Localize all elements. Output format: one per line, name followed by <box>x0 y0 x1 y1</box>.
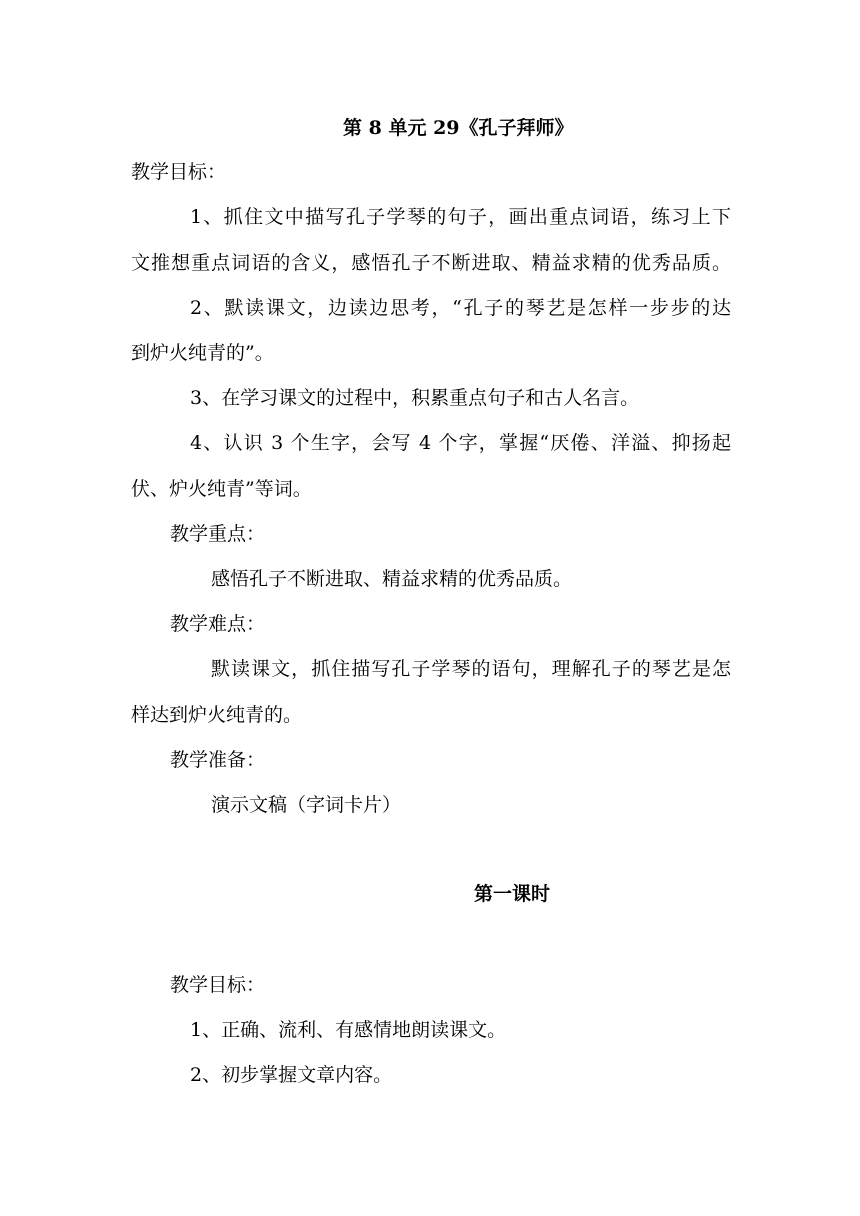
objective-1-line-1: 1、抓住文中描写孔子学琴的句子，画出重点词语，练习上下 <box>190 206 731 228</box>
focus-content: 感悟孔子不断进取、精益求精的优秀品质。 <box>211 568 573 590</box>
preparation-heading: 教学准备： <box>170 749 266 771</box>
preparation-content: 演示文稿（字词卡片） <box>211 794 402 816</box>
lesson-1-objective-2: 2、初步掌握文章内容。 <box>190 1064 393 1086</box>
document-title: 第 8 单元 29《孔子拜师》 <box>343 117 574 139</box>
objective-2-line-2: 到炉火纯青的”。 <box>131 342 274 364</box>
objective-2-line-1: 2、默读课文，边读边思考，“孔子的琴艺是怎样一步步的达 <box>190 297 731 319</box>
lesson-1-objective-1: 1、正确、流利、有感情地朗读课文。 <box>190 1019 507 1041</box>
difficulty-heading: 教学难点： <box>170 613 266 635</box>
objective-3: 3、在学习课文的过程中，积累重点句子和古人名言。 <box>190 387 640 409</box>
difficulty-line-1: 默读课文，抓住描写孔子学琴的语句，理解孔子的琴艺是怎 <box>211 658 731 680</box>
difficulty-line-2: 样达到炉火纯青的。 <box>131 704 303 726</box>
focus-heading: 教学重点： <box>170 523 266 545</box>
objective-4-line-2: 伏、炉火纯青”等词。 <box>131 478 312 500</box>
lesson-1-objectives-heading: 教学目标： <box>170 974 266 996</box>
objectives-heading: 教学目标： <box>131 161 227 183</box>
objective-1-line-2: 文推想重点词语的含义，感悟孔子不断进取、精益求精的优秀品质。 <box>131 252 731 274</box>
objective-4-line-1: 4、认识 3 个生字，会写 4 个字，掌握“厌倦、洋溢、抑扬起 <box>190 432 731 454</box>
lesson-1-title: 第一课时 <box>474 883 551 905</box>
